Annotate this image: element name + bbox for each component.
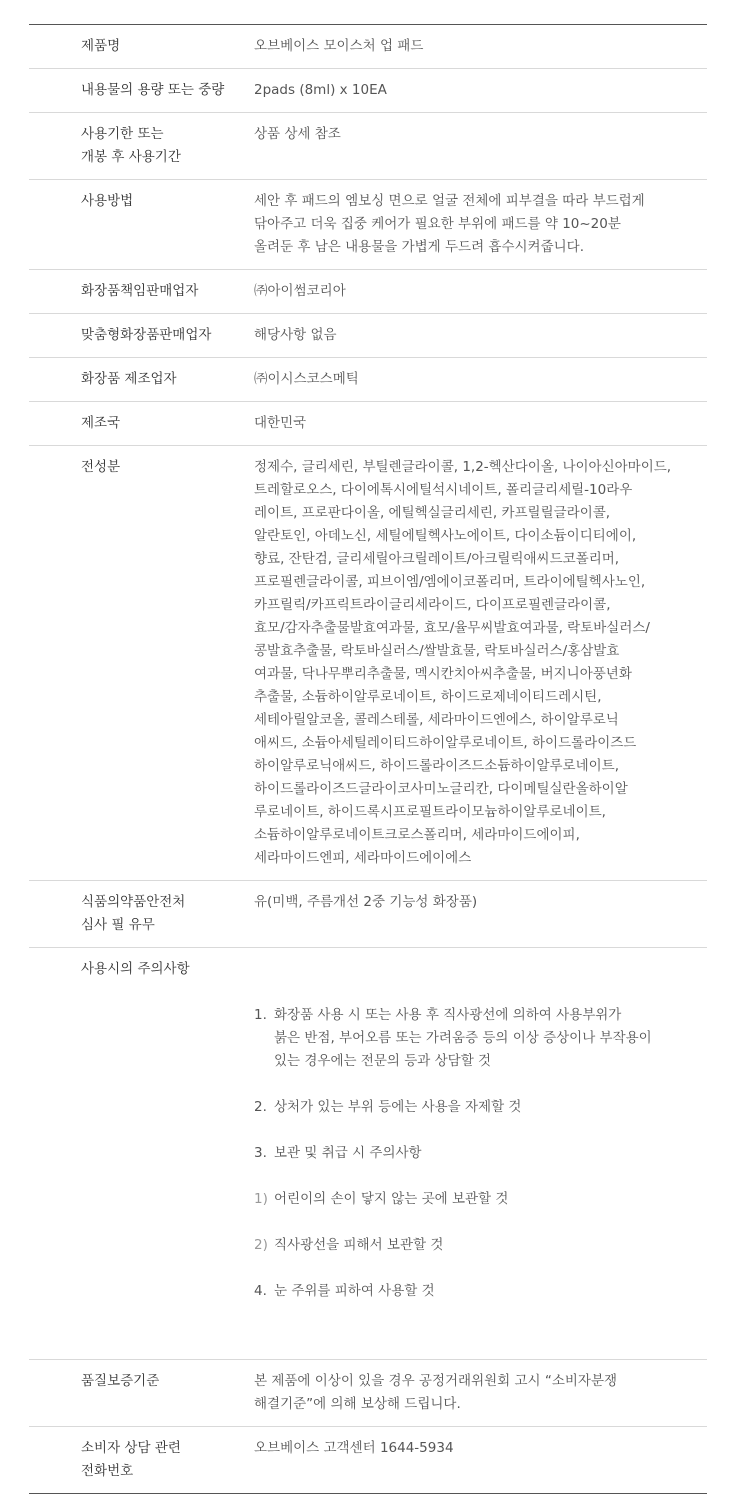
row-cautions — [29, 948, 707, 1360]
caution-item — [254, 1280, 707, 1303]
value-ingredients: 정제수, 글리세린, 부틸렌글라이콜, 1,2-헥산다이올, 나이아신아마이드, 트레할로오스, 다이에톡시에틸석시네이트, 폴리글리세릴-10라우 레이트, 프로판다이올, 에틸헥실글리세린, 카프릴릴글라이콜, 알란토인, 아데노신, 세틸에틸헥사노에이트, 다이소듐이디티에이, 향료, 잔탄검, 글리세릴아크릴레이트/아크릴릭애씨드코폴리머, 프로필렌글라이콜, 피브이엠/엠에이코폴리머, 트라이에틸헥사노인, 카프릴릭/카프릭트라이글리세라이드, 다이프로필렌글라이콜, 효모/감자추출물발효여과물, 효모/율무씨발효여과물, 락토바실러스/ 콩발효추출물, 락토바실러스/쌀발효물, 락토바실러스/홍삼발효 여과물, 닥나무뿌리추출물, 멕시칸치아씨추출물, 버지니아풍년화 추출물, 소듐하이알루로네이트, 하이드로제네이티드레시틴, 세테아릴알코올, 콜레스테롤, 세라마이드엔에스, 하이알루로닉 애씨드, 소듐아세틸레이티드하이알루로네이트, 하이드롤라이즈드 하이알루로닉애씨드, 하이드롤라이즈드소듐하이알루로네이트, 하이드롤라이즈드글라이코사미노글리칸, 다이메틸실란올하이알 루로네이트, 하이드록시프로필트라이모늄하이알루로네이트, 소듐하이알루로네이트크로스폴리머, 세라마이드에이피, 세라마이드엔피, 세라마이드에이에스 — [254, 446, 707, 881]
row-manufacturer — [29, 358, 707, 402]
value-manufacturer: ㈜이시스코스메틱 — [254, 358, 707, 402]
label-ingredients: 전성분 — [29, 446, 254, 881]
label-expiry: 사용기한 또는 개봉 후 사용기간 — [29, 113, 254, 180]
caution-number: 1) — [254, 1191, 268, 1207]
value-custom-seller: 해당사항 없음 — [254, 314, 707, 358]
caution-item — [254, 1004, 707, 1073]
caution-number: 4. — [254, 1283, 267, 1299]
row-expiry — [29, 113, 707, 180]
caution-subitem — [254, 1188, 707, 1211]
label-volume: 내용물의 용량 또는 중량 — [29, 69, 254, 113]
value-product-name: 오브베이스 모이스처 업 패드 — [254, 25, 707, 69]
caution-text: 눈 주위를 피하여 사용할 것 — [274, 1283, 435, 1299]
label-quality-standard: 품질보증기준 — [29, 1360, 254, 1427]
row-ingredients — [29, 446, 707, 881]
caution-text: 화장품 사용 시 또는 사용 후 직사광선에 의하여 사용부위가 붉은 반점, 부어오름 또는 가려움증 등의 이상 증상이나 부작용이 있는 경우에는 전문의 등과 상담할 것 — [274, 1007, 652, 1069]
cautions-list — [254, 981, 707, 1326]
caution-number: 2) — [254, 1237, 268, 1253]
label-mfds-review: 식품의약품안전처 심사 필 유무 — [29, 881, 254, 948]
caution-text: 보관 및 취급 시 주의사항 — [274, 1145, 422, 1161]
row-country — [29, 402, 707, 446]
caution-text: 상처가 있는 부위 등에는 사용을 자제할 것 — [274, 1099, 522, 1115]
value-volume: 2pads (8ml) x 10EA — [254, 69, 707, 113]
caution-item — [254, 1096, 707, 1119]
caution-text: 어린이의 손이 닿지 않는 곳에 보관할 것 — [274, 1191, 509, 1207]
caution-item — [254, 1142, 707, 1165]
value-expiry: 상품 상세 참조 — [254, 113, 707, 180]
row-distributor — [29, 270, 707, 314]
value-quality-standard: 본 제품에 이상이 있을 경우 공정거래위원회 고시 “소비자분쟁 해결기준”에 의해 보상해 드립니다. — [254, 1360, 707, 1427]
value-usage: 세안 후 패드의 엠보싱 면으로 얼굴 전체에 피부결을 따라 부드럽게 닦아주고 더욱 집중 케어가 필요한 부위에 패드를 약 10~20분 올려둔 후 남은 내용물을 가볍게 두드려 흡수시켜줍니다. — [254, 180, 707, 270]
caution-number: 2. — [254, 1099, 267, 1115]
label-customer-phone: 소비자 상담 관련 전화번호 — [81, 1440, 181, 1479]
label-manufacturer: 화장품 제조업자 — [29, 358, 254, 402]
value-mfds-review: 유(미백, 주름개선 2중 기능성 화장품) — [254, 881, 707, 948]
row-custom-seller — [29, 314, 707, 358]
row-quality-standard — [29, 1360, 707, 1427]
row-customer-phone — [29, 1427, 707, 1494]
caution-number: 3. — [254, 1145, 267, 1161]
label-product-name: 제품명 — [29, 25, 254, 69]
value-cautions — [254, 948, 707, 1360]
row-product-name — [29, 25, 707, 69]
label-custom-seller: 맞춤형화장품판매업자 — [29, 314, 254, 358]
row-mfds-review — [29, 881, 707, 948]
label-country: 제조국 — [29, 402, 254, 446]
row-volume — [29, 69, 707, 113]
caution-subitem — [254, 1234, 707, 1257]
caution-text: 직사광선을 피해서 보관할 것 — [274, 1237, 444, 1253]
value-distributor: ㈜아이썸코리아 — [254, 270, 707, 314]
value-country: 대한민국 — [254, 402, 707, 446]
caution-number: 1. — [254, 1007, 267, 1023]
label-distributor: 화장품책임판매업자 — [29, 270, 254, 314]
row-usage — [29, 180, 707, 270]
label-cautions: 사용시의 주의사항 — [29, 948, 254, 1360]
label-usage: 사용방법 — [29, 180, 254, 270]
value-customer-phone: 오브베이스 고객센터 1644-5934 — [254, 1440, 454, 1456]
